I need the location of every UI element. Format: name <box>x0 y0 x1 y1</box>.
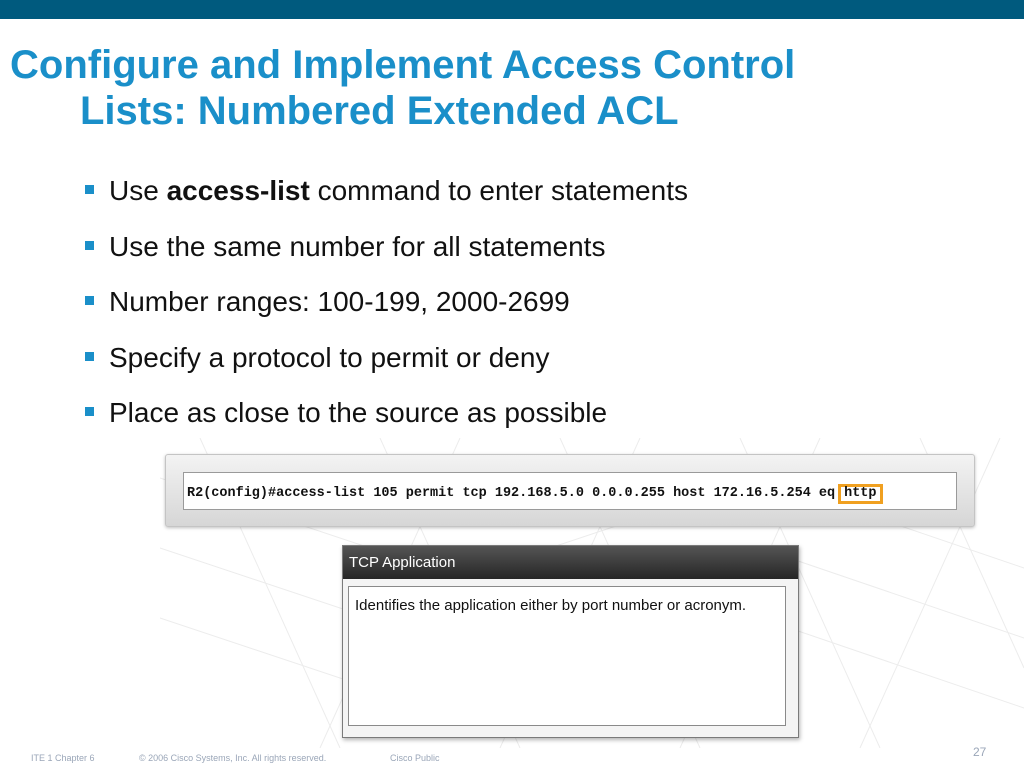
callout-title: TCP Application <box>343 546 798 579</box>
footer-classification: Cisco Public <box>390 753 440 763</box>
command-text: R2(config)#access-list 105 permit tcp 192.168.5.0 0.0.0.255 host 172.16.5.254 eq <box>187 486 836 501</box>
bullet-square-icon <box>85 241 94 250</box>
bullet-text-bold: access-list <box>166 175 310 206</box>
slide-title-line-1: Configure and Implement Access Control <box>10 43 796 87</box>
bullet-square-icon <box>85 352 94 361</box>
bullet-item <box>84 281 688 337</box>
command-box <box>183 472 957 510</box>
bullet-text: Specify a protocol to permit or deny <box>109 341 550 373</box>
top-bar <box>0 0 1024 19</box>
bullet-item <box>84 170 688 226</box>
slide-title <box>10 42 1010 134</box>
bullet-square-icon <box>85 296 94 305</box>
bullet-square-icon <box>85 407 94 416</box>
bullet-text: Place as close to the source as possible <box>109 397 608 428</box>
slide-title-line-2: Lists: Numbered Extended ACL <box>80 89 679 133</box>
bullet-text: Number ranges: 100-199, 2000-2699 <box>109 286 570 317</box>
bullet-text-prefix: Use <box>109 175 167 206</box>
bullet-text: Use the same number for all statements <box>109 230 606 262</box>
bullet-item <box>84 226 688 282</box>
bullet-list <box>84 170 688 448</box>
bullet-square-icon <box>85 185 94 194</box>
footer-copyright: © 2006 Cisco Systems, Inc. All rights reserved. <box>139 753 327 763</box>
callout-box <box>342 545 799 738</box>
command-line <box>187 484 883 504</box>
command-highlight: http <box>838 484 882 504</box>
footer-chapter: ITE 1 Chapter 6 <box>31 753 95 763</box>
command-panel <box>165 454 975 527</box>
page-number: 27 <box>973 745 987 759</box>
bullet-text-suffix: command to enter statements <box>309 175 688 206</box>
bullet-item <box>84 337 688 393</box>
callout-body: Identifies the application either by port number or acronym. <box>348 586 786 726</box>
